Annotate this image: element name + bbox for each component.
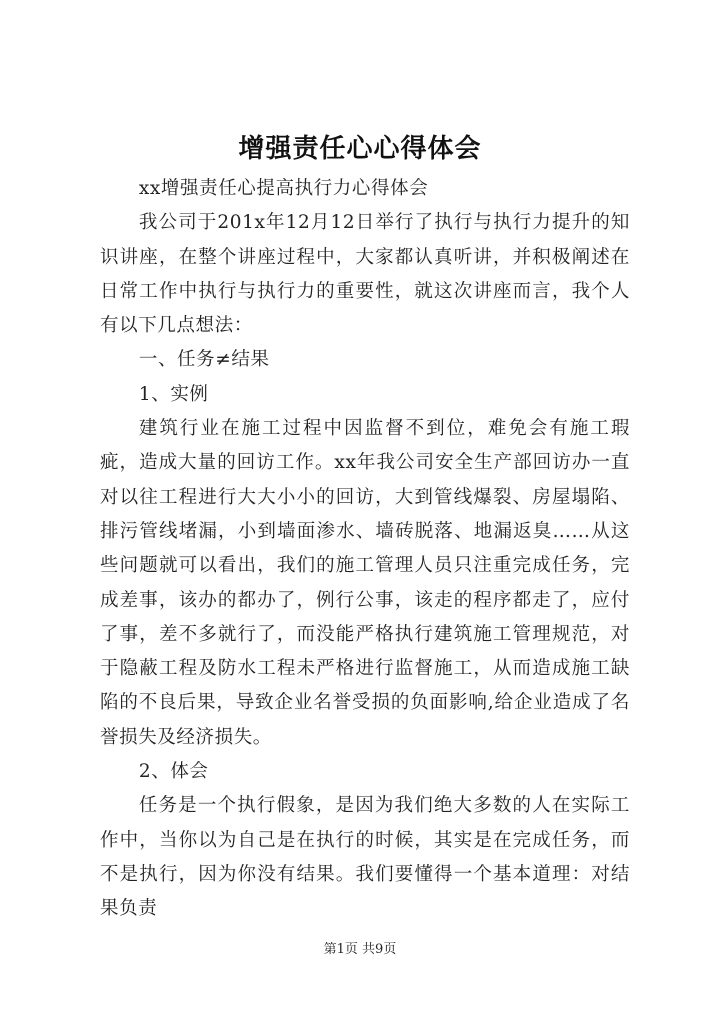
reflection-paragraph: 任务是一个执行假象，是因为我们绝大多数的人在实际工作中，当你以为自己是在执行的时候，其实是在完成任务，而不是执行，因为你没有结果。我们要懂得一个基本道理：对结果负责	[100, 795, 630, 920]
document-title: 增强责任心心得体会	[238, 134, 482, 164]
section-heading: 一、任务≠结果	[138, 349, 270, 371]
subtitle-paragraph: xx增强责任心提高执行力心得体会	[138, 178, 429, 199]
subsection-heading: 2、体会	[138, 761, 209, 783]
subsection-heading: 1、实例	[138, 383, 209, 405]
document-body	[100, 172, 630, 927]
intro-paragraph: 我公司于201x年12月12日举行了执行与执行力提升的知识讲座，在整个讲座过程中，大家都认真听讲，并积极阐述在日常工作中执行与执行力的重要性，就这次讲座而言，我个人有以下几点想法：	[100, 212, 630, 337]
example-paragraph: 建筑行业在施工过程中因监督不到位，难免会有施工瑕疵，造成大量的回访工作。xx年我公司安全生产部回访办一直对以往工程进行大大小小的回访，大到管线爆裂、房屋塌陷、排污管线堵漏，小到墙面渗水、墙砖脱落、地漏返臭……从这些问题就可以看出，我们的施工管理人员只注重完成任务，完成差事，该办的都办了，例行公事，该走的程序都走了，应付了事，差不多就行了，而没能严格执行建筑施工管理规范，对于隐蔽工程及防水工程未严格进行监督施工，从而造成施工缺陷的不良后果，导致企业名誉受损的负面影响,给企业造成了名誉损失及经济损失。	[100, 418, 630, 748]
page-number-footer: 第1页 共9页	[323, 942, 397, 957]
